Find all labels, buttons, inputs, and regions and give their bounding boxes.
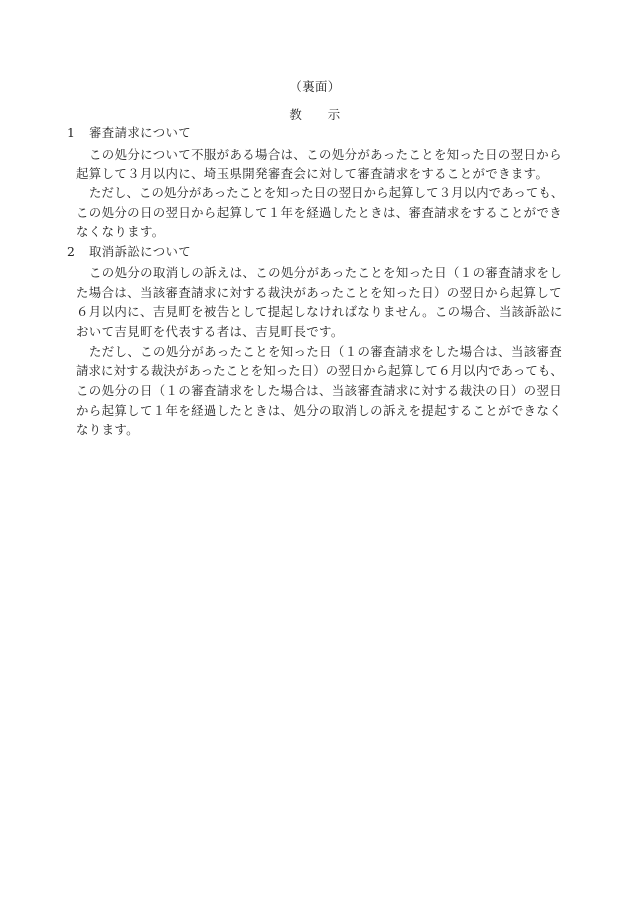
section-1-heading: 審査請求について <box>89 125 192 140</box>
section-2-line-8: から起算して１年を経過したときは、処分の取消しの訴えを提起することができなく <box>76 403 563 418</box>
section-2-line-5: ただし、この処分があったことを知った日（１の審査請求をした場合は、当該審査 <box>89 344 563 359</box>
section-2-line-3: ６月以内に、吉見町を被告として提起しなければなりません。この場合、当該訴訟に <box>76 304 563 319</box>
section-1-number: 1 <box>67 125 75 140</box>
section-2-line-9: なります。 <box>76 422 139 437</box>
section-2-line-7: この処分の日（１の審査請求をした場合は、当該審査請求に対する裁決の日）の翌日 <box>76 383 563 398</box>
section-1-line-2: 起算して３月以内に、埼玉県開発審査会に対して審査請求をすることができます。 <box>76 166 549 181</box>
reverse-side-label: （裏面） <box>289 79 341 94</box>
section-1-line-4: この処分の日の翌日から起算して１年を経過したときは、審査請求をすることができ <box>76 205 563 220</box>
section-1-line-5: なくなります。 <box>76 224 165 239</box>
section-2-heading: 取消訴訟について <box>89 244 192 259</box>
section-2-line-6: 請求に対する裁決があったことを知った日）の翌日から起算して６月以内であっても、 <box>76 363 563 378</box>
section-2-number: 2 <box>67 244 75 259</box>
section-1-line-1: この処分について不服がある場合は、この処分があったことを知った日の翌日から <box>89 147 562 162</box>
page-title: 教 示 <box>289 107 341 122</box>
section-1-line-3: ただし、この処分があったことを知った日の翌日から起算して３月以内であっても、 <box>89 185 564 200</box>
section-2-line-4: おいて吉見町を代表する者は、吉見町長です。 <box>76 324 344 339</box>
section-2-line-1: この処分の取消しの訴えは、この処分があったことを知った日（１の審査請求をし <box>89 265 563 280</box>
section-2-line-2: た場合は、当該審査請求に対する裁決があったことを知った日）の翌日から起算して <box>76 285 562 300</box>
